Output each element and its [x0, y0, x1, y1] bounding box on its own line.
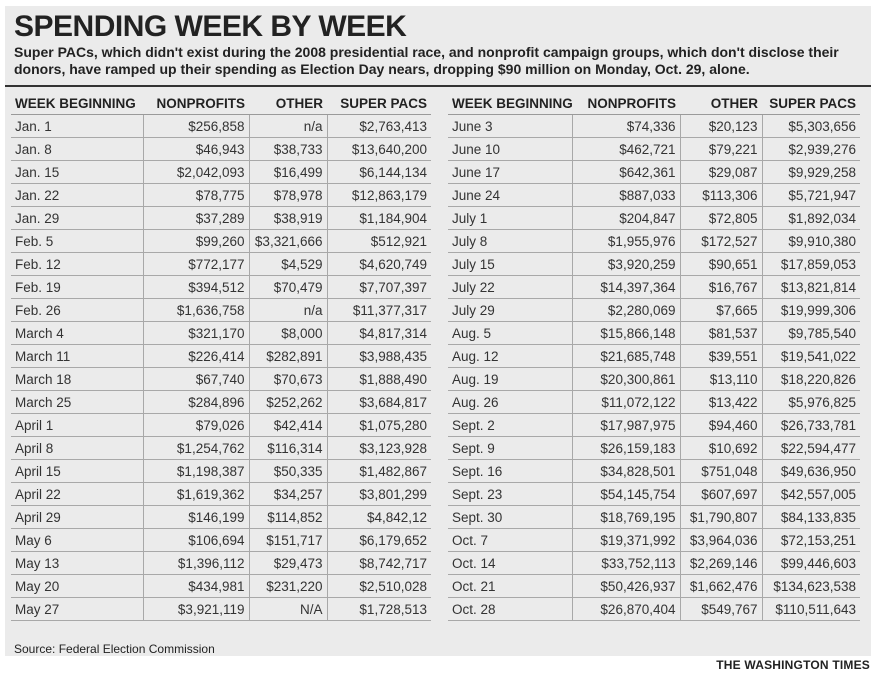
- table-row: [448, 598, 860, 621]
- super-pacs-cell: $12,863,179: [327, 184, 431, 207]
- week-cell: July 29: [448, 299, 572, 322]
- week-cell: Jan. 22: [11, 184, 143, 207]
- other-cell: $20,123: [680, 115, 762, 138]
- column-header-other: OTHER: [249, 92, 327, 115]
- other-cell: $42,414: [249, 414, 327, 437]
- super-pacs-cell: $1,075,280: [327, 414, 431, 437]
- nonprofits-cell: $226,414: [143, 345, 249, 368]
- super-pacs-cell: $11,377,317: [327, 299, 431, 322]
- nonprofits-cell: $1,955,976: [572, 230, 680, 253]
- week-cell: Sept. 9: [448, 437, 572, 460]
- table-row: [11, 414, 431, 437]
- super-pacs-cell: $7,707,397: [327, 276, 431, 299]
- super-pacs-cell: $22,594,477: [762, 437, 860, 460]
- page-title: SPENDING WEEK BY WEEK: [14, 10, 407, 43]
- table-row: [448, 575, 860, 598]
- super-pacs-cell: $1,728,513: [327, 598, 431, 621]
- nonprofits-cell: $2,042,093: [143, 161, 249, 184]
- table-row: [11, 184, 431, 207]
- table-row: [448, 115, 860, 138]
- nonprofits-cell: $74,336: [572, 115, 680, 138]
- week-cell: April 15: [11, 460, 143, 483]
- other-cell: $50,335: [249, 460, 327, 483]
- week-cell: June 3: [448, 115, 572, 138]
- nonprofits-cell: $642,361: [572, 161, 680, 184]
- week-cell: Oct. 21: [448, 575, 572, 598]
- super-pacs-cell: $72,153,251: [762, 529, 860, 552]
- table-row: [448, 368, 860, 391]
- week-cell: Feb. 26: [11, 299, 143, 322]
- nonprofits-cell: $204,847: [572, 207, 680, 230]
- nonprofits-cell: $3,920,259: [572, 253, 680, 276]
- column-header-week: WEEK BEGINNING: [11, 92, 143, 115]
- other-cell: $151,717: [249, 529, 327, 552]
- other-cell: $90,651: [680, 253, 762, 276]
- table-row: [11, 276, 431, 299]
- other-cell: $282,891: [249, 345, 327, 368]
- table-row: [448, 345, 860, 368]
- week-cell: July 15: [448, 253, 572, 276]
- super-pacs-cell: $26,733,781: [762, 414, 860, 437]
- table-row: [11, 460, 431, 483]
- nonprofits-cell: $18,769,195: [572, 506, 680, 529]
- other-cell: $70,479: [249, 276, 327, 299]
- week-cell: June 17: [448, 161, 572, 184]
- super-pacs-cell: $49,636,950: [762, 460, 860, 483]
- table-row: [11, 552, 431, 575]
- table-row: [11, 299, 431, 322]
- other-cell: $10,692: [680, 437, 762, 460]
- nonprofits-cell: $26,870,404: [572, 598, 680, 621]
- nonprofits-cell: $54,145,754: [572, 483, 680, 506]
- nonprofits-cell: $1,254,762: [143, 437, 249, 460]
- week-cell: May 13: [11, 552, 143, 575]
- table-row: [11, 161, 431, 184]
- nonprofits-cell: $20,300,861: [572, 368, 680, 391]
- table-row: [11, 138, 431, 161]
- week-cell: Oct. 7: [448, 529, 572, 552]
- nonprofits-cell: $26,159,183: [572, 437, 680, 460]
- super-pacs-cell: $1,184,904: [327, 207, 431, 230]
- nonprofits-cell: $106,694: [143, 529, 249, 552]
- week-cell: July 1: [448, 207, 572, 230]
- other-cell: N/A: [249, 598, 327, 621]
- week-cell: May 6: [11, 529, 143, 552]
- other-cell: $4,529: [249, 253, 327, 276]
- graphic-panel: [5, 6, 871, 656]
- week-cell: Aug. 12: [448, 345, 572, 368]
- table-row: [448, 322, 860, 345]
- super-pacs-cell: $110,511,643: [762, 598, 860, 621]
- column-header-week: WEEK BEGINNING: [448, 92, 572, 115]
- table-row: [11, 529, 431, 552]
- table-row: [11, 483, 431, 506]
- week-cell: Sept. 23: [448, 483, 572, 506]
- other-cell: $38,733: [249, 138, 327, 161]
- table-row: [448, 460, 860, 483]
- other-cell: $29,087: [680, 161, 762, 184]
- other-cell: $39,551: [680, 345, 762, 368]
- spending-table-left: [11, 92, 431, 621]
- table-row: [448, 161, 860, 184]
- column-header-super-pacs: SUPER PACS: [327, 92, 431, 115]
- other-cell: $114,852: [249, 506, 327, 529]
- week-cell: Feb. 5: [11, 230, 143, 253]
- week-cell: July 8: [448, 230, 572, 253]
- week-cell: Jan. 8: [11, 138, 143, 161]
- other-cell: $172,527: [680, 230, 762, 253]
- super-pacs-cell: $9,929,258: [762, 161, 860, 184]
- nonprofits-cell: $33,752,113: [572, 552, 680, 575]
- super-pacs-cell: $2,510,028: [327, 575, 431, 598]
- week-cell: April 22: [11, 483, 143, 506]
- week-cell: March 25: [11, 391, 143, 414]
- other-cell: $94,460: [680, 414, 762, 437]
- other-cell: n/a: [249, 299, 327, 322]
- super-pacs-cell: $1,888,490: [327, 368, 431, 391]
- nonprofits-cell: $78,775: [143, 184, 249, 207]
- nonprofits-cell: $146,199: [143, 506, 249, 529]
- week-cell: March 18: [11, 368, 143, 391]
- table-header-row: [448, 92, 860, 115]
- source-note: Source: Federal Election Commission: [14, 642, 215, 656]
- nonprofits-cell: $434,981: [143, 575, 249, 598]
- nonprofits-cell: $1,636,758: [143, 299, 249, 322]
- publisher-credit: THE WASHINGTON TIMES: [716, 658, 870, 672]
- super-pacs-cell: $5,976,825: [762, 391, 860, 414]
- other-cell: $38,919: [249, 207, 327, 230]
- table-row: [448, 299, 860, 322]
- super-pacs-cell: $2,763,413: [327, 115, 431, 138]
- column-header-super-pacs: SUPER PACS: [762, 92, 860, 115]
- week-cell: Sept. 2: [448, 414, 572, 437]
- table-body-right: [448, 115, 860, 621]
- nonprofits-cell: $79,026: [143, 414, 249, 437]
- week-cell: Sept. 16: [448, 460, 572, 483]
- other-cell: $549,767: [680, 598, 762, 621]
- super-pacs-cell: $3,123,928: [327, 437, 431, 460]
- week-cell: Oct. 28: [448, 598, 572, 621]
- table-body-left: [11, 115, 431, 621]
- table-row: [11, 437, 431, 460]
- week-cell: Aug. 26: [448, 391, 572, 414]
- week-cell: Aug. 5: [448, 322, 572, 345]
- week-cell: March 11: [11, 345, 143, 368]
- table-row: [11, 368, 431, 391]
- super-pacs-cell: $18,220,826: [762, 368, 860, 391]
- nonprofits-cell: $321,170: [143, 322, 249, 345]
- table-row: [448, 391, 860, 414]
- table-row: [11, 506, 431, 529]
- other-cell: $78,978: [249, 184, 327, 207]
- other-cell: $16,499: [249, 161, 327, 184]
- table-row: [448, 230, 860, 253]
- nonprofits-cell: $462,721: [572, 138, 680, 161]
- super-pacs-cell: $9,785,540: [762, 322, 860, 345]
- column-header-nonprofits: NONPROFITS: [572, 92, 680, 115]
- other-cell: $13,110: [680, 368, 762, 391]
- page-subtitle: Super PACs, which didn't exist during the 2008 presidential race, and nonprofit campaign groups, which don't disclose their donors, have ramped up their spending as Election Day nears, dropping $90 million on Monday, Oct. 29, alone.: [14, 44, 839, 77]
- nonprofits-cell: $256,858: [143, 115, 249, 138]
- table-row: [448, 414, 860, 437]
- other-cell: $81,537: [680, 322, 762, 345]
- week-cell: July 22: [448, 276, 572, 299]
- table-row: [448, 207, 860, 230]
- super-pacs-cell: $2,939,276: [762, 138, 860, 161]
- table-row: [448, 184, 860, 207]
- super-pacs-cell: $4,620,749: [327, 253, 431, 276]
- other-cell: $113,306: [680, 184, 762, 207]
- nonprofits-cell: $14,397,364: [572, 276, 680, 299]
- week-cell: May 27: [11, 598, 143, 621]
- week-cell: Feb. 19: [11, 276, 143, 299]
- other-cell: $29,473: [249, 552, 327, 575]
- table-row: [448, 506, 860, 529]
- other-cell: $252,262: [249, 391, 327, 414]
- nonprofits-cell: $284,896: [143, 391, 249, 414]
- other-cell: $72,805: [680, 207, 762, 230]
- table-header-row: [11, 92, 431, 115]
- spending-table-right: [448, 92, 860, 621]
- week-cell: March 4: [11, 322, 143, 345]
- table-row: [11, 575, 431, 598]
- title-divider: [5, 85, 871, 87]
- column-header-nonprofits: NONPROFITS: [143, 92, 249, 115]
- super-pacs-cell: $13,640,200: [327, 138, 431, 161]
- column-header-other: OTHER: [680, 92, 762, 115]
- super-pacs-cell: $6,144,134: [327, 161, 431, 184]
- super-pacs-cell: $1,892,034: [762, 207, 860, 230]
- super-pacs-cell: $84,133,835: [762, 506, 860, 529]
- nonprofits-cell: $11,072,122: [572, 391, 680, 414]
- nonprofits-cell: $34,828,501: [572, 460, 680, 483]
- week-cell: Aug. 19: [448, 368, 572, 391]
- table-row: [448, 529, 860, 552]
- week-cell: June 24: [448, 184, 572, 207]
- nonprofits-cell: $1,619,362: [143, 483, 249, 506]
- nonprofits-cell: $21,685,748: [572, 345, 680, 368]
- other-cell: $8,000: [249, 322, 327, 345]
- other-cell: $1,790,807: [680, 506, 762, 529]
- table-row: [448, 552, 860, 575]
- table-row: [11, 253, 431, 276]
- super-pacs-cell: $4,817,314: [327, 322, 431, 345]
- week-cell: Sept. 30: [448, 506, 572, 529]
- week-cell: Jan. 1: [11, 115, 143, 138]
- nonprofits-cell: $99,260: [143, 230, 249, 253]
- week-cell: Oct. 14: [448, 552, 572, 575]
- super-pacs-cell: $42,557,005: [762, 483, 860, 506]
- nonprofits-cell: $19,371,992: [572, 529, 680, 552]
- super-pacs-cell: $19,541,022: [762, 345, 860, 368]
- nonprofits-cell: $2,280,069: [572, 299, 680, 322]
- other-cell: $16,767: [680, 276, 762, 299]
- table-row: [11, 230, 431, 253]
- table-row: [11, 207, 431, 230]
- week-cell: April 8: [11, 437, 143, 460]
- other-cell: $116,314: [249, 437, 327, 460]
- week-cell: April 29: [11, 506, 143, 529]
- other-cell: $1,662,476: [680, 575, 762, 598]
- super-pacs-cell: $3,988,435: [327, 345, 431, 368]
- table-row: [11, 391, 431, 414]
- nonprofits-cell: $37,289: [143, 207, 249, 230]
- week-cell: May 20: [11, 575, 143, 598]
- other-cell: $3,964,036: [680, 529, 762, 552]
- table-row: [448, 276, 860, 299]
- other-cell: $34,257: [249, 483, 327, 506]
- other-cell: $7,665: [680, 299, 762, 322]
- week-cell: April 1: [11, 414, 143, 437]
- super-pacs-cell: $5,721,947: [762, 184, 860, 207]
- table-row: [448, 138, 860, 161]
- super-pacs-cell: $5,303,656: [762, 115, 860, 138]
- week-cell: Jan. 29: [11, 207, 143, 230]
- nonprofits-cell: $3,921,119: [143, 598, 249, 621]
- table-row: [448, 437, 860, 460]
- week-cell: Feb. 12: [11, 253, 143, 276]
- super-pacs-cell: $3,801,299: [327, 483, 431, 506]
- nonprofits-cell: $50,426,937: [572, 575, 680, 598]
- super-pacs-cell: $1,482,867: [327, 460, 431, 483]
- nonprofits-cell: $15,866,148: [572, 322, 680, 345]
- super-pacs-cell: $99,446,603: [762, 552, 860, 575]
- super-pacs-cell: $3,684,817: [327, 391, 431, 414]
- table-row: [11, 322, 431, 345]
- other-cell: $607,697: [680, 483, 762, 506]
- nonprofits-cell: $46,943: [143, 138, 249, 161]
- table-row: [11, 115, 431, 138]
- table-row: [448, 253, 860, 276]
- other-cell: $79,221: [680, 138, 762, 161]
- super-pacs-cell: $134,623,538: [762, 575, 860, 598]
- table-row: [11, 345, 431, 368]
- other-cell: n/a: [249, 115, 327, 138]
- week-cell: June 10: [448, 138, 572, 161]
- super-pacs-cell: $9,910,380: [762, 230, 860, 253]
- super-pacs-cell: $19,999,306: [762, 299, 860, 322]
- super-pacs-cell: $8,742,717: [327, 552, 431, 575]
- nonprofits-cell: $887,033: [572, 184, 680, 207]
- table-row: [448, 483, 860, 506]
- other-cell: $751,048: [680, 460, 762, 483]
- nonprofits-cell: $1,198,387: [143, 460, 249, 483]
- week-cell: Jan. 15: [11, 161, 143, 184]
- other-cell: $3,321,666: [249, 230, 327, 253]
- super-pacs-cell: $13,821,814: [762, 276, 860, 299]
- other-cell: $13,422: [680, 391, 762, 414]
- nonprofits-cell: $772,177: [143, 253, 249, 276]
- nonprofits-cell: $67,740: [143, 368, 249, 391]
- nonprofits-cell: $17,987,975: [572, 414, 680, 437]
- other-cell: $231,220: [249, 575, 327, 598]
- super-pacs-cell: $4,842,12: [327, 506, 431, 529]
- other-cell: $2,269,146: [680, 552, 762, 575]
- nonprofits-cell: $394,512: [143, 276, 249, 299]
- table-row: [11, 598, 431, 621]
- super-pacs-cell: $512,921: [327, 230, 431, 253]
- super-pacs-cell: $6,179,652: [327, 529, 431, 552]
- other-cell: $70,673: [249, 368, 327, 391]
- nonprofits-cell: $1,396,112: [143, 552, 249, 575]
- super-pacs-cell: $17,859,053: [762, 253, 860, 276]
